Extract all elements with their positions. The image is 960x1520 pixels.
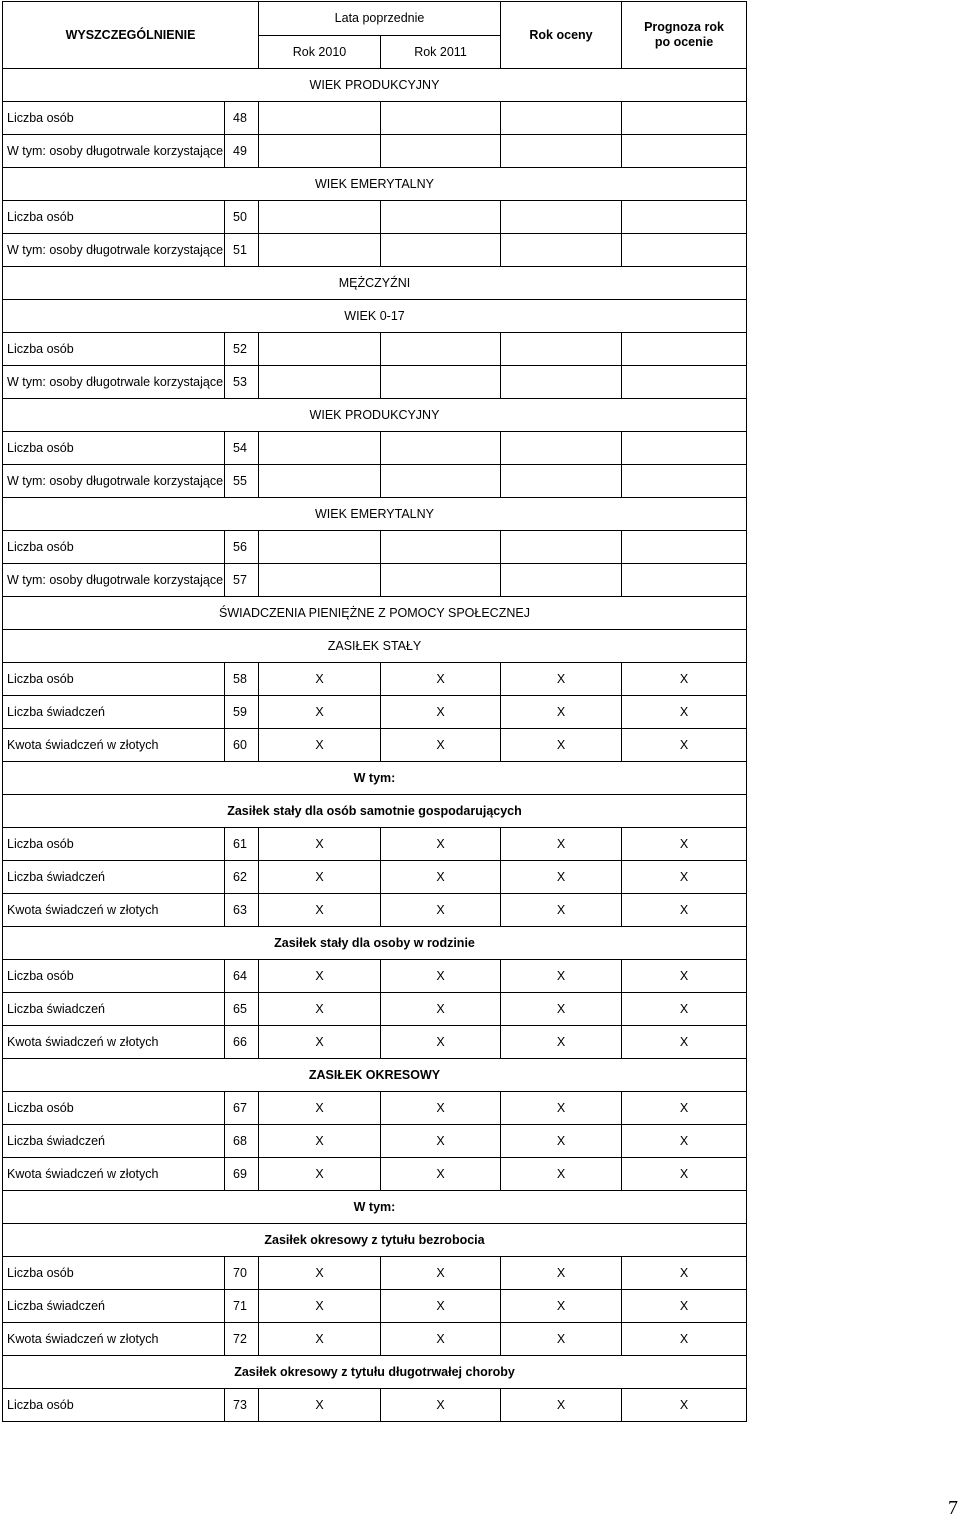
value-cell: X (622, 663, 747, 696)
value-cell (622, 102, 747, 135)
value-cell: X (622, 861, 747, 894)
section-row (3, 267, 747, 300)
section-title: WIEK PRODUKCYJNY (3, 69, 747, 102)
value-cell: X (622, 1290, 747, 1323)
form-table-body (3, 2, 747, 1422)
value-cell (381, 465, 501, 498)
table-row (3, 1323, 747, 1356)
value-cell (622, 201, 747, 234)
table-row (3, 432, 747, 465)
header-prognoza (622, 2, 747, 69)
section-row (3, 498, 747, 531)
value-cell: X (501, 1323, 622, 1356)
row-label: Liczba osób (3, 960, 225, 993)
section-row (3, 69, 747, 102)
row-label: Liczba świadczeń (3, 1290, 225, 1323)
row-number: 72 (225, 1323, 259, 1356)
value-cell: X (259, 1125, 381, 1158)
value-cell (381, 102, 501, 135)
value-cell (381, 333, 501, 366)
value-cell: X (381, 1092, 501, 1125)
table-row (3, 135, 747, 168)
value-cell: X (259, 663, 381, 696)
row-number: 53 (225, 366, 259, 399)
table-row (3, 1158, 747, 1191)
value-cell (622, 234, 747, 267)
row-label: Liczba osób (3, 102, 225, 135)
value-cell: X (501, 1290, 622, 1323)
table-row (3, 102, 747, 135)
value-cell: X (622, 1125, 747, 1158)
value-cell (381, 135, 501, 168)
value-cell: X (622, 1092, 747, 1125)
value-cell: X (381, 729, 501, 762)
table-row (3, 1026, 747, 1059)
value-cell: X (501, 993, 622, 1026)
row-label: Liczba świadczeń (3, 1125, 225, 1158)
value-cell: X (622, 1158, 747, 1191)
value-cell: X (501, 1026, 622, 1059)
value-cell (622, 564, 747, 597)
value-cell: X (381, 1389, 501, 1422)
value-cell: X (622, 1389, 747, 1422)
row-label: Liczba osób (3, 828, 225, 861)
row-label: Kwota świadczeń w złotych (3, 729, 225, 762)
row-label: Kwota świadczeń w złotych (3, 894, 225, 927)
table-row (3, 1092, 747, 1125)
row-number: 54 (225, 432, 259, 465)
value-cell (501, 465, 622, 498)
row-label: Liczba osób (3, 1389, 225, 1422)
section-row (3, 168, 747, 201)
value-cell: X (501, 1389, 622, 1422)
value-cell (381, 234, 501, 267)
value-cell (501, 234, 622, 267)
table-row (3, 1125, 747, 1158)
value-cell (501, 531, 622, 564)
section-title: WIEK EMERYTALNY (3, 498, 747, 531)
row-number: 69 (225, 1158, 259, 1191)
row-number: 65 (225, 993, 259, 1026)
value-cell (259, 333, 381, 366)
row-label: Liczba osób (3, 333, 225, 366)
value-cell: X (259, 828, 381, 861)
section-row (3, 300, 747, 333)
row-number: 56 (225, 531, 259, 564)
table-row (3, 729, 747, 762)
value-cell: X (259, 861, 381, 894)
value-cell: X (501, 696, 622, 729)
value-cell (259, 465, 381, 498)
value-cell: X (622, 894, 747, 927)
value-cell (259, 234, 381, 267)
value-cell (501, 135, 622, 168)
section-row (3, 1191, 747, 1224)
value-cell (622, 333, 747, 366)
value-cell (381, 564, 501, 597)
section-row (3, 1356, 747, 1389)
table-row (3, 1389, 747, 1422)
row-number: 55 (225, 465, 259, 498)
value-cell: X (259, 1158, 381, 1191)
row-number: 64 (225, 960, 259, 993)
section-title: WIEK EMERYTALNY (3, 168, 747, 201)
value-cell: X (381, 1125, 501, 1158)
row-label: Liczba osób (3, 201, 225, 234)
row-label: W tym: osoby długotrwale korzystające (3, 366, 225, 399)
form-table (2, 1, 747, 1422)
value-cell (259, 366, 381, 399)
value-cell: X (501, 1092, 622, 1125)
value-cell (259, 201, 381, 234)
value-cell: X (622, 696, 747, 729)
header-wyszczegolnienie: WYSZCZEGÓLNIENIE (3, 2, 259, 69)
value-cell (501, 432, 622, 465)
value-cell (622, 366, 747, 399)
row-number: 63 (225, 894, 259, 927)
row-label: Kwota świadczeń w złotych (3, 1323, 225, 1356)
section-title: ZASIŁEK OKRESOWY (3, 1059, 747, 1092)
value-cell: X (259, 894, 381, 927)
value-cell (259, 531, 381, 564)
row-number: 70 (225, 1257, 259, 1290)
row-number: 67 (225, 1092, 259, 1125)
value-cell: X (381, 1257, 501, 1290)
value-cell (501, 366, 622, 399)
section-row (3, 762, 747, 795)
header-rok-2010: Rok 2010 (259, 35, 381, 69)
section-row (3, 795, 747, 828)
row-number: 48 (225, 102, 259, 135)
value-cell (622, 531, 747, 564)
section-title: W tym: (3, 762, 747, 795)
header-rok-oceny: Rok oceny (501, 2, 622, 69)
table-row (3, 564, 747, 597)
row-number: 50 (225, 201, 259, 234)
value-cell: X (381, 696, 501, 729)
row-number: 57 (225, 564, 259, 597)
value-cell: X (381, 960, 501, 993)
value-cell: X (259, 696, 381, 729)
section-row (3, 927, 747, 960)
value-cell: X (622, 828, 747, 861)
row-label: Liczba osób (3, 663, 225, 696)
value-cell (622, 432, 747, 465)
value-cell: X (259, 960, 381, 993)
value-cell: X (381, 993, 501, 1026)
table-row (3, 333, 747, 366)
value-cell: X (259, 993, 381, 1026)
value-cell: X (622, 993, 747, 1026)
header-row-1 (3, 2, 747, 36)
table-row (3, 465, 747, 498)
row-number: 52 (225, 333, 259, 366)
value-cell: X (259, 1092, 381, 1125)
value-cell: X (501, 1125, 622, 1158)
table-row (3, 696, 747, 729)
value-cell: X (501, 861, 622, 894)
value-cell: X (622, 960, 747, 993)
table-row (3, 663, 747, 696)
page-number: 7 (948, 1497, 958, 1519)
value-cell (381, 201, 501, 234)
value-cell (501, 333, 622, 366)
value-cell: X (259, 1389, 381, 1422)
table-row (3, 1290, 747, 1323)
value-cell: X (381, 1026, 501, 1059)
row-label: Kwota świadczeń w złotych (3, 1026, 225, 1059)
row-number: 71 (225, 1290, 259, 1323)
section-title: ŚWIADCZENIA PIENIĘŻNE Z POMOCY SPOŁECZNEJ (3, 597, 747, 630)
value-cell: X (501, 729, 622, 762)
section-title: Zasiłek stały dla osób samotnie gospodarujących (3, 795, 747, 828)
table-row (3, 234, 747, 267)
value-cell: X (381, 828, 501, 861)
section-title: W tym: (3, 1191, 747, 1224)
section-row (3, 597, 747, 630)
value-cell: X (622, 1323, 747, 1356)
section-title: Zasiłek okresowy z tytułu bezrobocia (3, 1224, 747, 1257)
value-cell (622, 135, 747, 168)
row-label: Liczba świadczeń (3, 861, 225, 894)
header-prognoza-line2: po ocenie (654, 35, 714, 49)
section-row (3, 1059, 747, 1092)
value-cell: X (501, 894, 622, 927)
value-cell: X (259, 1026, 381, 1059)
value-cell (381, 531, 501, 564)
row-number: 62 (225, 861, 259, 894)
row-number: 51 (225, 234, 259, 267)
table-row (3, 828, 747, 861)
value-cell: X (501, 828, 622, 861)
table-row (3, 531, 747, 564)
table-row (3, 993, 747, 1026)
section-title: ZASIŁEK STAŁY (3, 630, 747, 663)
table-row (3, 894, 747, 927)
section-title: Zasiłek okresowy z tytułu długotrwałej choroby (3, 1356, 747, 1389)
value-cell: X (501, 663, 622, 696)
row-label: Liczba osób (3, 432, 225, 465)
value-cell: X (501, 1257, 622, 1290)
value-cell: X (622, 1026, 747, 1059)
row-number: 73 (225, 1389, 259, 1422)
value-cell (381, 366, 501, 399)
value-cell (259, 432, 381, 465)
table-row (3, 1257, 747, 1290)
row-number: 58 (225, 663, 259, 696)
value-cell: X (381, 1323, 501, 1356)
value-cell (381, 432, 501, 465)
value-cell: X (501, 960, 622, 993)
row-label: W tym: osoby długotrwale korzystające (3, 234, 225, 267)
row-label: Kwota świadczeń w złotych (3, 1158, 225, 1191)
row-number: 60 (225, 729, 259, 762)
value-cell (259, 564, 381, 597)
value-cell: X (501, 1158, 622, 1191)
value-cell (501, 102, 622, 135)
section-title: MĘŻCZYŹNI (3, 267, 747, 300)
value-cell: X (381, 861, 501, 894)
value-cell (501, 201, 622, 234)
value-cell: X (622, 729, 747, 762)
row-label: Liczba osób (3, 1092, 225, 1125)
row-label: W tym: osoby długotrwale korzystające (3, 135, 225, 168)
section-row (3, 630, 747, 663)
section-title: WIEK PRODUKCYJNY (3, 399, 747, 432)
table-row (3, 366, 747, 399)
value-cell: X (381, 663, 501, 696)
row-number: 66 (225, 1026, 259, 1059)
row-number: 59 (225, 696, 259, 729)
table-row (3, 861, 747, 894)
row-label: Liczba świadczeń (3, 993, 225, 1026)
header-lata-poprzednie: Lata poprzednie (259, 2, 501, 36)
value-cell: X (259, 1323, 381, 1356)
value-cell: X (381, 894, 501, 927)
value-cell: X (381, 1158, 501, 1191)
value-cell (259, 102, 381, 135)
value-cell: X (259, 1290, 381, 1323)
section-row (3, 399, 747, 432)
section-row (3, 1224, 747, 1257)
row-label: Liczba osób (3, 531, 225, 564)
section-title: Zasiłek stały dla osoby w rodzinie (3, 927, 747, 960)
value-cell (501, 564, 622, 597)
row-label: W tym: osoby długotrwale korzystające (3, 465, 225, 498)
value-cell: X (259, 1257, 381, 1290)
row-label: W tym: osoby długotrwale korzystające (3, 564, 225, 597)
value-cell: X (381, 1290, 501, 1323)
value-cell: X (622, 1257, 747, 1290)
table-row (3, 201, 747, 234)
table-row (3, 960, 747, 993)
row-number: 68 (225, 1125, 259, 1158)
row-number: 49 (225, 135, 259, 168)
section-title: WIEK 0-17 (3, 300, 747, 333)
row-label: Liczba osób (3, 1257, 225, 1290)
value-cell: X (259, 729, 381, 762)
header-rok-2011: Rok 2011 (381, 35, 501, 69)
value-cell (622, 465, 747, 498)
row-number: 61 (225, 828, 259, 861)
value-cell (259, 135, 381, 168)
header-prognoza-line1: Prognoza rok (644, 20, 724, 34)
row-label: Liczba świadczeń (3, 696, 225, 729)
